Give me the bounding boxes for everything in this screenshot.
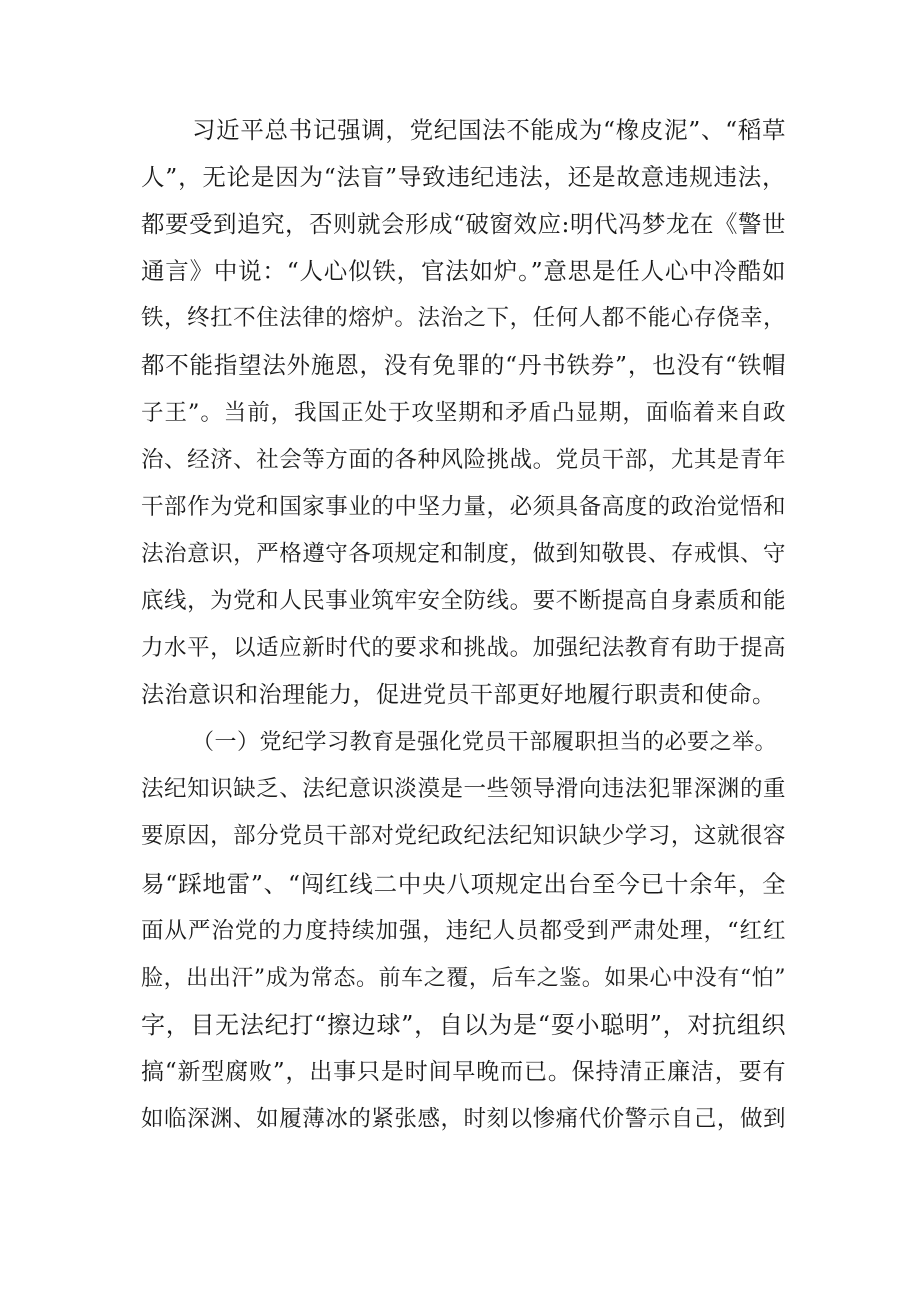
document-body [141, 107, 786, 1143]
paragraph-line: 如临深渊、如履薄冰的紧张感，时刻以惨痛代价警示自己，做到 [141, 1105, 786, 1132]
paragraph-line: 通言》中说：“人心似铁，官法如炉。”意思是任人心中冷酷如 [141, 257, 786, 286]
paragraph-line: 习近平总书记强调，党纪国法不能成为“橡皮泥”、“稻草 [192, 116, 786, 144]
paragraph-1 [141, 107, 786, 719]
paragraph-line: 干部作为党和国家事业的中坚力量，必须具备高度的政治觉悟和 [141, 493, 786, 520]
paragraph-line: 法治意识，严格遵守各项规定和制度，做到知敬畏、存戒惧、守 [141, 540, 786, 567]
paragraph-line: 治、经济、社会等方面的各种风险挑战。党员干部，尤其是青年 [141, 446, 786, 473]
paragraph-line: 都不能指望法外施恩，没有免罪的“丹书铁券”，也没有“铁帽 [141, 351, 786, 380]
paragraph-line: 都要受到追究，否则就会形成“破窗效应:明代冯梦龙在《警世 [141, 210, 786, 239]
paragraph-line: 脸，出出汗”成为常态。前车之覆，后车之鉴。如果心中没有“怕” [141, 965, 786, 991]
paragraph-line: 子王”。当前，我国正处于攻坚期和矛盾凸显期，面临着来自政 [141, 399, 786, 426]
paragraph-line: 面从严治党的力度持续加强，违纪人员都受到严肃处理，“红红 [141, 917, 786, 944]
paragraph-line: 法治意识和治理能力，促进党员干部更好地履行职责和使命。 [141, 682, 776, 709]
paragraph-line: 法纪知识缺乏、法纪意识淡漠是一些领导滑向违法犯罪深渊的重 [141, 776, 786, 803]
paragraph-line: 人”，无论是因为“法盲”导致违纪违法，还是故意违规违法， [141, 163, 786, 192]
paragraph-line: 底线，为党和人民事业筑牢安全防线。要不断提高自身素质和能 [141, 587, 786, 614]
paragraph-2 [141, 719, 786, 1143]
paragraph-line: 易“踩地雷”、“闯红线二中央八项规定出台至今已十余年，全 [141, 869, 786, 898]
paragraph-line: 铁，终扛不住法律的熔炉。法治之下，任何人都不能心存侥幸， [141, 305, 786, 332]
paragraph-line: 字，目无法纪打“擦边球”，自以为是“耍小聪明”，对抗组织 [141, 1010, 786, 1039]
paragraph-line: 力水平，以适应新时代的要求和挑战。加强纪法教育有助于提高 [141, 635, 786, 662]
paragraph-line: 要原因，部分党员干部对党纪政纪法纪知识缺少学习，这就很容 [141, 823, 786, 850]
paragraph-line: 搞“新型腐败”，出事只是时间早晚而已。保持清正廉洁，要有 [141, 1058, 786, 1085]
section-heading-line: （一）党纪学习教育是强化党员干部履职担当的必要之举。 [192, 730, 778, 756]
